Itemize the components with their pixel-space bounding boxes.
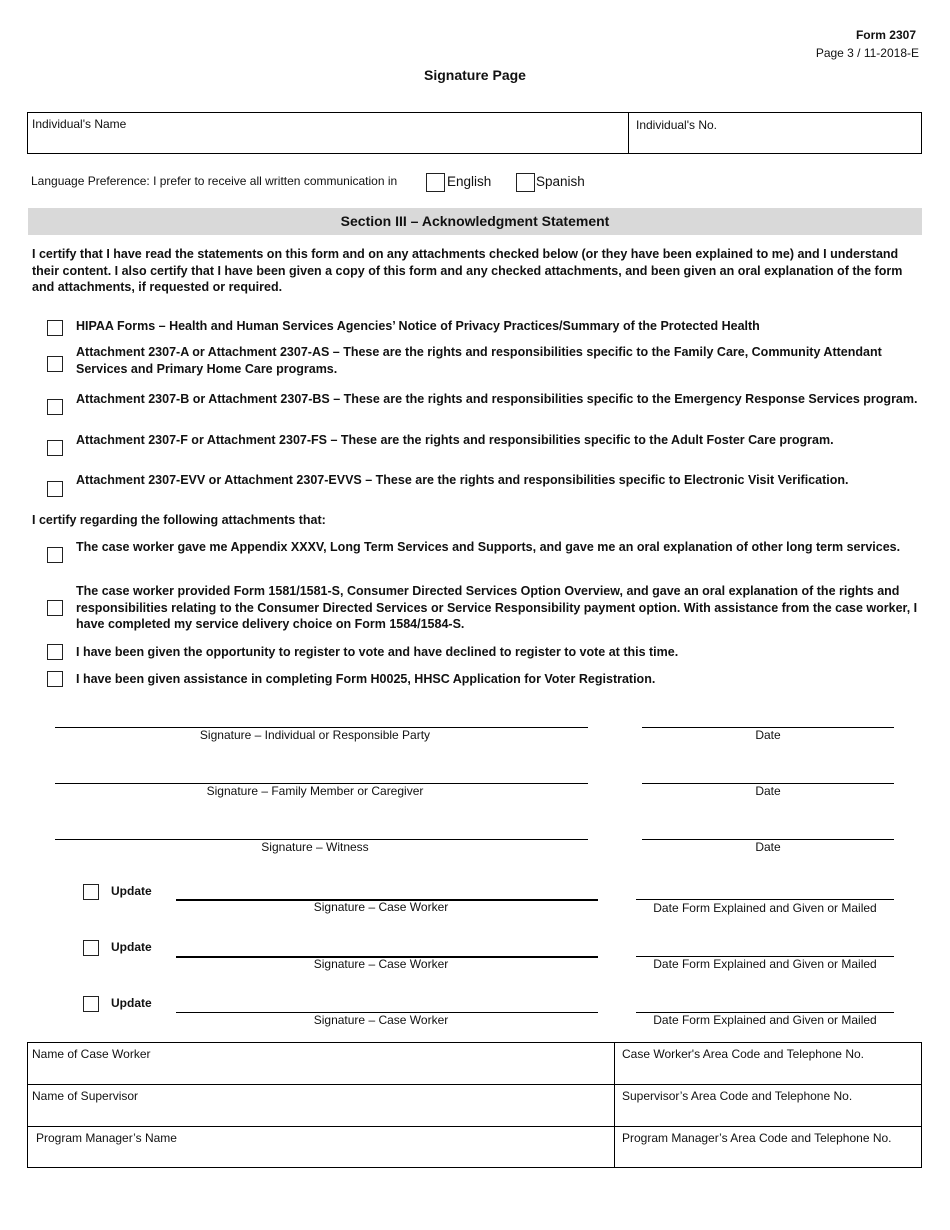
attachment-2307-a-label: Attachment 2307-A or Attachment 2307-AS – These are the rights and responsibilities specific to the Family Care, Community Attendant Services and Primary Home Care programs. <box>76 345 882 376</box>
attachment-2307-evv-label: Attachment 2307-EVV or Attachment 2307-EVVS – These are the rights and responsibilities specific to Electronic Visit Verification. <box>76 473 849 487</box>
attachment-2307-f-checkbox[interactable] <box>47 440 63 456</box>
voter-registration-assistance-checkbox[interactable] <box>47 671 63 687</box>
appendix-xxxv-label: The case worker gave me Appendix XXXV, Long Term Services and Supports, and gave me an oral explanation of other long term services. <box>76 540 901 554</box>
cds-option-label: The case worker provided Form 1581/1581-S, Consumer Directed Services Option Overview, and gave an oral explanation of the rights and responsibilities relating to the Consumer Directed Services or Service Responsibility payment option. With assistance from the case worker, I have completed my service delivery choice on Form 1584/1584-S. <box>76 584 918 631</box>
case-worker-name-field[interactable]: Name of Case Worker <box>32 1047 151 1061</box>
update-checkbox-1[interactable] <box>83 884 99 900</box>
case-worker-signature-label-2: Signature – Case Worker <box>313 957 449 971</box>
supervisor-phone-field[interactable]: Supervisor’s Area Code and Telephone No. <box>622 1089 853 1103</box>
program-manager-name-field[interactable]: Program Manager’s Name <box>36 1131 177 1145</box>
declined-voter-registration-checkbox[interactable] <box>47 644 63 660</box>
date-explained-line-1[interactable] <box>636 899 894 900</box>
signature-label-family: Signature – Family Member or Caregiver <box>206 784 424 798</box>
attachment-2307-a-checkbox[interactable] <box>47 356 63 372</box>
update-label-2: Update <box>111 940 152 954</box>
date-explained-label-2: Date Form Explained and Given or Mailed <box>653 957 877 971</box>
case-worker-signature-label-1: Signature – Case Worker <box>313 900 449 914</box>
program-manager-phone-field[interactable]: Program Manager’s Area Code and Telephone No. <box>622 1131 892 1145</box>
cds-option-checkbox[interactable] <box>47 600 63 616</box>
individual-name-field[interactable]: Individual's Name <box>32 117 127 131</box>
page-title: Signature Page <box>424 67 526 83</box>
spanish-checkbox[interactable] <box>516 173 535 192</box>
certify-statement: I certify that I have read the statements on this form and on any attachments checked below (or they have been explained to me) and I understand their content. I also certify that I have been given a copy of this form and any checked attachments, and been given an oral explanation of the form and attachments, if requested or required. <box>32 247 903 294</box>
date-label-individual: Date <box>755 728 781 742</box>
attachment-2307-b-checkbox[interactable] <box>47 399 63 415</box>
date-label-witness: Date <box>755 840 781 854</box>
attachment-2307-evv-checkbox[interactable] <box>47 481 63 497</box>
date-explained-label-3: Date Form Explained and Given or Mailed <box>653 1013 877 1027</box>
section-heading: Section III – Acknowledgment Statement <box>28 208 922 235</box>
attachment-2307-b-label: Attachment 2307-B or Attachment 2307-BS – These are the rights and responsibilities specific to the Emergency Response Services program. <box>76 392 918 406</box>
update-label-3: Update <box>111 996 152 1010</box>
signature-label-witness: Signature – Witness <box>261 840 369 854</box>
update-checkbox-3[interactable] <box>83 996 99 1012</box>
language-preference-prompt: Language Preference: I prefer to receive all written communication in <box>31 174 398 188</box>
case-worker-signature-label-3: Signature – Case Worker <box>313 1013 449 1027</box>
appendix-xxxv-checkbox[interactable] <box>47 547 63 563</box>
case-worker-phone-field[interactable]: Case Worker's Area Code and Telephone No. <box>622 1047 864 1061</box>
individual-number-field[interactable]: Individual's No. <box>636 118 717 132</box>
page-info: Page 3 / 11-2018-E <box>815 46 919 60</box>
spanish-label: Spanish <box>536 174 585 189</box>
update-checkbox-2[interactable] <box>83 940 99 956</box>
signature-label-individual: Signature – Individual or Responsible Party <box>199 728 431 742</box>
individual-info-box <box>27 112 922 154</box>
update-label-1: Update <box>111 884 152 898</box>
hipaa-item-label: HIPAA Forms – Health and Human Services Agencies’ Notice of Privacy Practices/Summary of the Protected Health <box>76 319 760 333</box>
supervisor-name-field[interactable]: Name of Supervisor <box>32 1089 139 1103</box>
declined-voter-registration-label: I have been given the opportunity to register to vote and have declined to register to vote at this time. <box>76 645 679 659</box>
attachment-2307-f-label: Attachment 2307-F or Attachment 2307-FS – These are the rights and responsibilities specific to the Adult Foster Care program. <box>76 433 834 447</box>
form-number: Form 2307 <box>855 28 916 42</box>
english-checkbox[interactable] <box>426 173 445 192</box>
hipaa-checkbox[interactable] <box>47 320 63 336</box>
date-label-family: Date <box>755 784 781 798</box>
english-label: English <box>447 174 492 189</box>
certify-regarding-heading: I certify regarding the following attachments that: <box>32 513 326 527</box>
voter-registration-assistance-label: I have been given assistance in completing Form H0025, HHSC Application for Voter Registration. <box>76 672 656 686</box>
date-explained-label-1: Date Form Explained and Given or Mailed <box>653 901 877 915</box>
